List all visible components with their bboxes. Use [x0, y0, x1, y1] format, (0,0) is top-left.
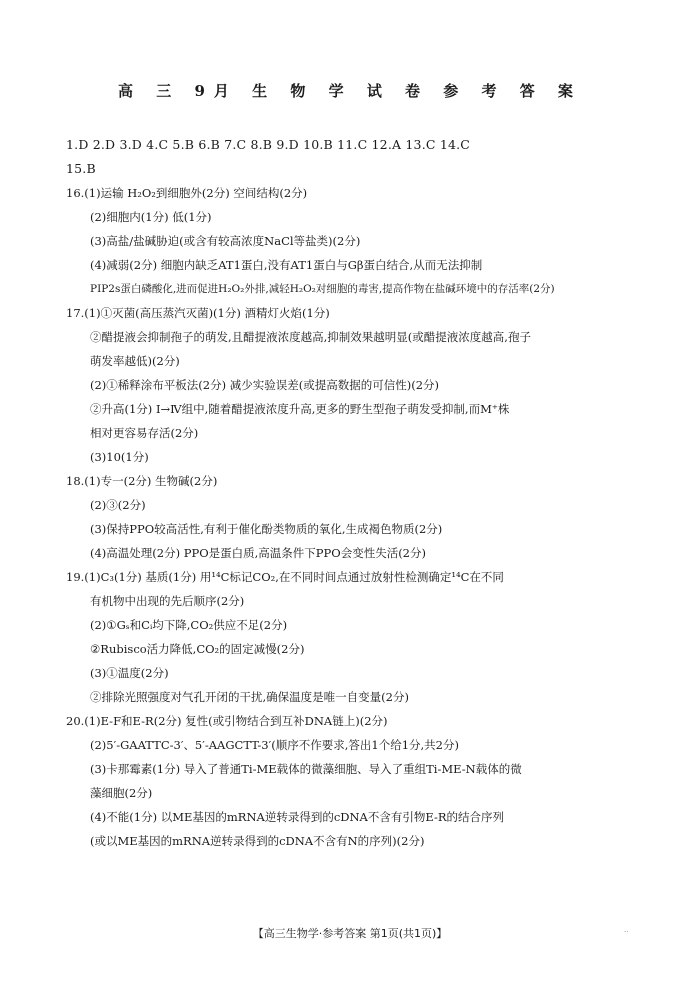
answer-line: (4)高温处理(2分) PPO是蛋白质,高温条件下PPO会变性失活(2分)	[90, 546, 426, 560]
answer-line: (3)保持PPO较高活性,有利于催化酚类物质的氧化,生成褐色物质(2分)	[90, 522, 443, 536]
answer-line: (3)卡那霉素(1分) 导入了普通Ti-ME载体的微藻细胞、导入了重组Ti-ME-N载体的微	[90, 762, 522, 776]
answer-line: (4)减弱(2分) 细胞内缺乏AT1蛋白,没有AT1蛋白与Gβ蛋白结合,从而无法抑制	[90, 258, 483, 272]
answer-line: (2)③(2分)	[90, 498, 146, 512]
answer-line: ②Rubisco活力降低,CO₂的固定减慢(2分)	[90, 642, 305, 656]
answer-line: 萌发率越低)(2分)	[90, 354, 180, 368]
answer-line-q17: 17.(1)①灭菌(高压蒸汽灭菌)(1分) 酒精灯火焰(1分)	[66, 306, 330, 320]
answer-line-q19: 19.(1)C₃(1分) 基质(1分) 用¹⁴C标记CO₂,在不同时间点通过放射性检测确定¹⁴C在不同	[66, 570, 504, 584]
answer-line: (或以ME基因的mRNA逆转录得到的cDNA不含有N的序列)(2分)	[90, 834, 425, 848]
answer-line: (2)细胞内(1分) 低(1分)	[90, 210, 212, 224]
answer-line-q16: 16.(1)运输 H₂O₂到细胞外(2分) 空间结构(2分)	[66, 186, 308, 200]
answer-line-q18: 18.(1)专一(2分) 生物碱(2分)	[66, 474, 218, 488]
answer-line: (2)①稀释涂布平板法(2分) 减少实验误差(或提高数据的可信性)(2分)	[90, 378, 439, 392]
answer-line: (3)高盐/盐碱胁迫(或含有较高浓度NaCl等盐类)(2分)	[90, 234, 361, 248]
answer-line-q20: 20.(1)E-F和E-R(2分) 复性(或引物结合到互补DNA链上)(2分)	[66, 714, 388, 728]
answer-line: (3)10(1分)	[90, 450, 149, 464]
answer-line: 有机物中出现的先后顺序(2分)	[90, 594, 245, 608]
answer-line: (4)不能(1分) 以ME基因的mRNA逆转录得到的cDNA不含有引物E-R的结合序列	[90, 810, 505, 824]
corner-mark: ..	[624, 926, 629, 934]
answer-line: 相对更容易存活(2分)	[90, 426, 199, 440]
answer-line: (2)5′-GAATTC-3′、5′-AAGCTT-3′(顺序不作要求,答出1个给1分,共2分)	[90, 738, 459, 752]
answer-line-mc-2: 15.B	[66, 161, 96, 176]
answer-line: ②醋提液会抑制孢子的萌发,且醋提液浓度越高,抑制效果越明显(或醋提液浓度越高,孢子	[90, 330, 531, 344]
answer-line: ②排除光照强度对气孔开闭的干扰,确保温度是唯一自变量(2分)	[90, 690, 409, 704]
answer-line: 藻细胞(2分)	[90, 786, 153, 800]
answer-line: PIP2s蛋白磷酸化,进而促进H₂O₂外排,减轻H₂O₂对细胞的毒害,提高作物在盐碱环境中的存活率(2分)	[90, 283, 555, 295]
answer-line-mc-1: 1.D 2.D 3.D 4.C 5.B 6.B 7.C 8.B 9.D 10.B 11.C 12.A 13.C 14.C	[66, 137, 471, 152]
answer-line: ②升高(1分) Ⅰ→Ⅳ组中,随着醋提液浓度升高,更多的野生型孢子萌发受抑制,而M⁺株	[90, 402, 510, 416]
answer-line: (3)①温度(2分)	[90, 666, 169, 680]
answer-line: (2)①Gₛ和Cᵢ均下降,CO₂供应不足(2分)	[90, 618, 288, 632]
page-footer: 【高三生物学·参考答案 第1页(共1页)】	[252, 927, 448, 940]
page-title: 高 三 9月 生 物 学 试 卷 参 考 答 案	[118, 82, 582, 100]
